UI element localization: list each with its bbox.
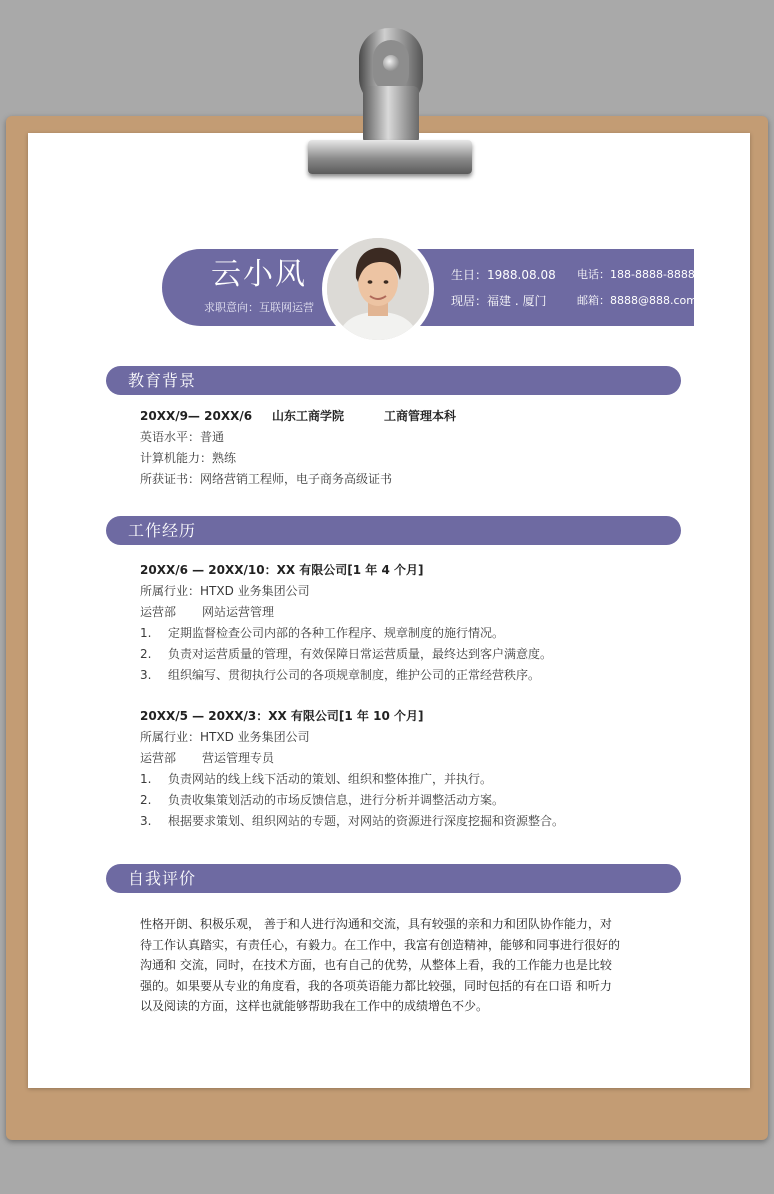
duty-text: 定期监督检查公司内部的各种工作程序、规章制度的施行情况。 — [168, 626, 505, 640]
binder-clip-rivet — [383, 55, 399, 71]
duty-number: 3. — [140, 668, 152, 682]
section-bar-work — [106, 516, 681, 545]
paragraph-line: 待工作认真踏实，有责任心，有毅力。在工作中，我富有创造精神，能够和同事进行很好的 — [140, 937, 621, 952]
phone-text: 电话：188-8888-8888 — [577, 268, 695, 281]
duty-item — [140, 645, 552, 663]
avatar-portrait-icon — [327, 238, 429, 340]
duty-text: 组织编写、贯彻执行公司的各项规章制度，维护公司的正常经营秩序。 — [168, 668, 541, 682]
education-major: 工商管理本科 — [384, 409, 457, 423]
section-title-education: 教育背景 — [128, 371, 197, 390]
duty-text: 负责收集策划活动的市场反馈信息，进行分析并调整活动方案。 — [168, 793, 505, 807]
certificates: 所获证书：网络营销工程师，电子商务高级证书 — [140, 472, 393, 486]
duty-text: 负责网站的线上线下活动的策划、组织和整体推广，并执行。 — [168, 772, 493, 786]
paragraph-line: 性格开朗、积极乐观， 善于和人进行沟通和交流，具有较强的亲和力和团队协作能力，对 — [140, 917, 612, 931]
duty-number: 1. — [140, 772, 152, 786]
duty-number: 2. — [140, 647, 152, 661]
duty-number: 1. — [140, 626, 152, 640]
computer-skill: 计算机能力：熟练 — [140, 451, 237, 465]
duty-text: 负责对运营质量的管理，有效保障日常运营质量，最终达到客户满意度。 — [168, 647, 553, 661]
binder-clip-body — [363, 86, 419, 144]
education-school: 山东工商学院 — [272, 409, 345, 423]
duty-number: 3. — [140, 814, 152, 828]
email-text: 邮箱：8888@888.com — [577, 294, 697, 307]
paragraph-line: 以及阅读的方面，这样也就能够帮助我在工作中的成绩增色不少。 — [140, 999, 489, 1014]
birthday-text: 生日：1988.08.08 — [451, 268, 556, 282]
self-evaluation-paragraph — [140, 914, 640, 1017]
duty-item — [140, 624, 504, 642]
paragraph-line: 强的。如果要从专业的角度看，我的各项英语能力都比较强，同时包括的有在口语 和听力 — [140, 978, 612, 993]
job-role: 营运管理专员 — [202, 751, 275, 765]
duty-number: 2. — [140, 793, 152, 807]
job-heading: 20XX/6 — 20XX/10：XX 有限公司[1 年 4 个月] — [140, 563, 424, 577]
avatar — [327, 238, 429, 340]
job-industry: 所属行业：HTXD 业务集团公司 — [140, 584, 310, 598]
job-intent: 求职意向：互联网运营 — [204, 301, 314, 314]
job-industry: 所属行业：HTXD 业务集团公司 — [140, 730, 310, 744]
paragraph-line: 沟通和 交流，同时，在技术方面，也有自己的优势，从整体上看，我的工作能力也是比较 — [140, 958, 612, 973]
section-title-work: 工作经历 — [128, 521, 197, 540]
duty-text: 根据要求策划、组织网站的专题，对网站的资源进行深度挖掘和资源整合。 — [168, 814, 565, 828]
duty-item — [140, 812, 564, 830]
section-title-self: 自我评价 — [128, 869, 197, 888]
section-bar-self — [106, 864, 681, 893]
english-level: 英语水平：普通 — [140, 430, 225, 444]
duty-item — [140, 791, 504, 809]
duty-item — [140, 666, 540, 684]
job-dept: 运营部 — [140, 751, 177, 765]
education-period: 20XX/9— 20XX/6 — [140, 409, 253, 423]
job-role: 网站运营管理 — [202, 605, 275, 619]
binder-clip-plate — [308, 140, 472, 174]
candidate-name: 云小风 — [211, 257, 307, 292]
section-bar-education — [106, 366, 681, 395]
duty-item — [140, 770, 492, 788]
location-text: 现居：福建 . 厦门 — [451, 294, 547, 308]
job-heading: 20XX/5 — 20XX/3：XX 有限公司[1 年 10 个月] — [140, 709, 424, 723]
job-dept: 运营部 — [140, 605, 177, 619]
